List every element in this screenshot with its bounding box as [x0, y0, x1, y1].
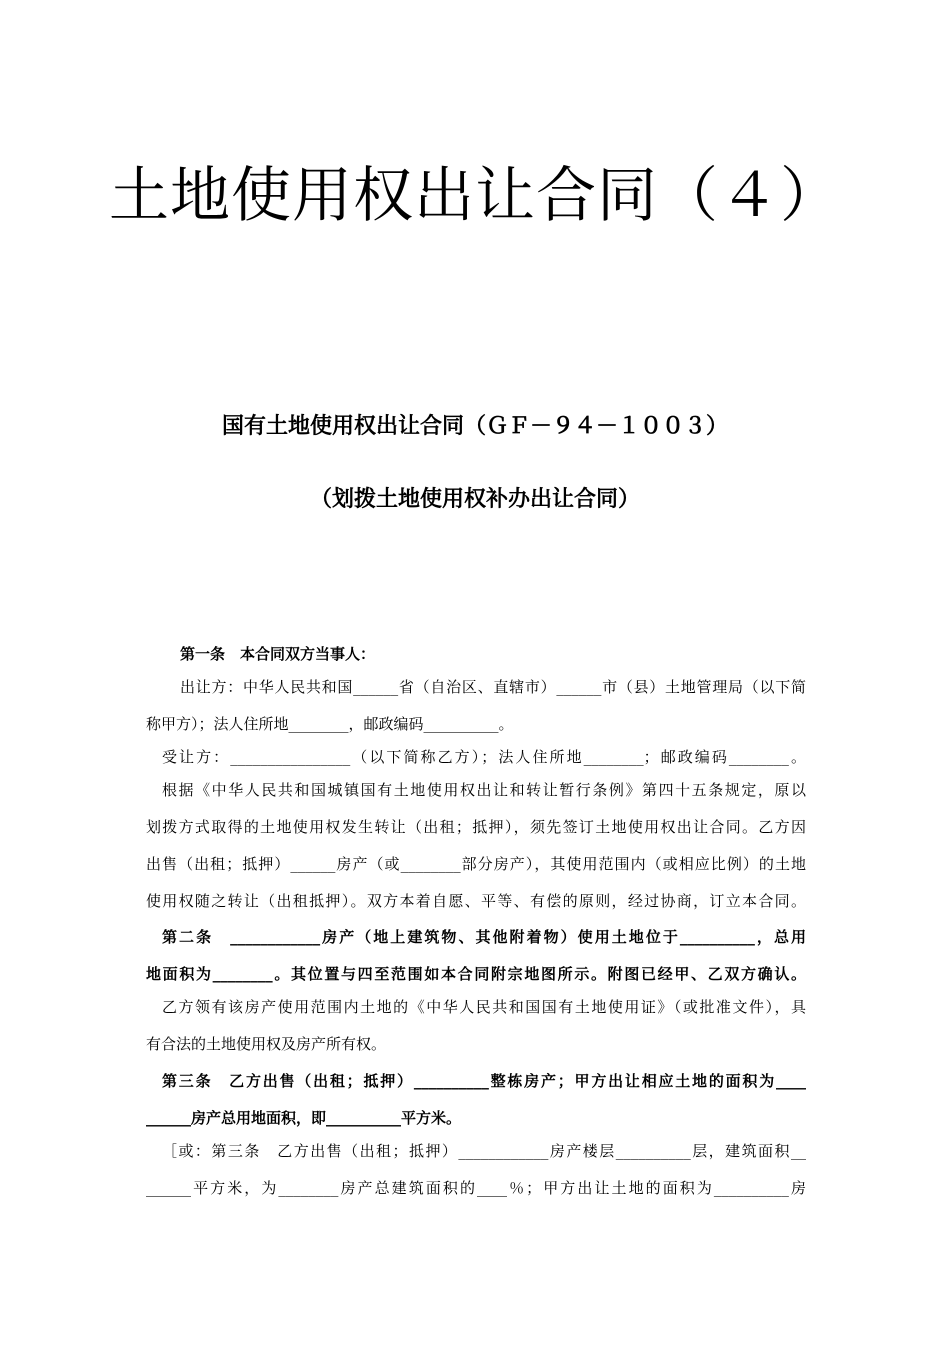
- paragraph-line: 乙方领有该房产使用范围内土地的《中华人民共和国国有土地使用证》（或批准文件），具: [162, 998, 806, 1016]
- contract-subtitle: 国有土地使用权出让合同（ＧＦ－９４－１００３）: [221, 414, 728, 439]
- paragraph-line: 划拨方式取得的土地使用权发生转让（出租；抵押），须先签订土地使用权出让合同。乙方因: [146, 818, 806, 836]
- article-1-heading: 第一条 本合同双方当事人：: [180, 645, 376, 663]
- article-3-line: 第三条 乙方出售（出租；抵押）__________整栋房产；甲方出让相应土地的面积为____: [162, 1072, 806, 1090]
- paragraph-line: 出让方：中华人民共和国______省（自治区、直辖市）______市（县）土地管理局（以下简: [180, 678, 806, 696]
- paragraph-line: 使用权随之转让（出租抵押）。双方本着自愿、平等、有偿的原则，经过协商，订立本合同。: [146, 892, 806, 910]
- document-title: 土地使用权出让合同（４）: [109, 161, 841, 231]
- article-2-line: 地面积为________。其位置与四至范围如本合同附宗地图所示。附图已经甲、乙双方确认。: [146, 965, 806, 983]
- paragraph-line: 出售（出租；抵押）______房产（或________部分房产），其使用范围内（或相应比例）的土地: [146, 855, 806, 873]
- paragraph-line: 受让方：________________（以下简称乙方）；法人住所地________；邮政编码________。: [162, 748, 806, 766]
- paragraph-line: 有合法的土地使用权及房产所有权。: [146, 1035, 387, 1053]
- paragraph-line: ［或：第三条 乙方出售（出租；抵押）____________房产楼层__________层，建筑面积__: [162, 1142, 806, 1160]
- article-2-line: 第二条 ____________房产（地上建筑物、其他附着物）使用土地位于__________，总用: [162, 928, 806, 946]
- contract-subtitle-note: （划拨土地使用权补办出让合同）: [309, 487, 640, 512]
- paragraph-line: 根据《中华人民共和国城镇国有土地使用权出让和转让暂行条例》第四十五条规定，原以: [162, 781, 806, 799]
- article-3-line: ______房产总用地面积，即__________平方米。: [146, 1109, 462, 1127]
- paragraph-line: ______平方米，为________房产总建筑面积的____％；甲方出让土地的面积为__________房: [146, 1179, 806, 1197]
- paragraph-line: 称甲方）；法人住所地________，邮政编码__________。: [146, 715, 514, 733]
